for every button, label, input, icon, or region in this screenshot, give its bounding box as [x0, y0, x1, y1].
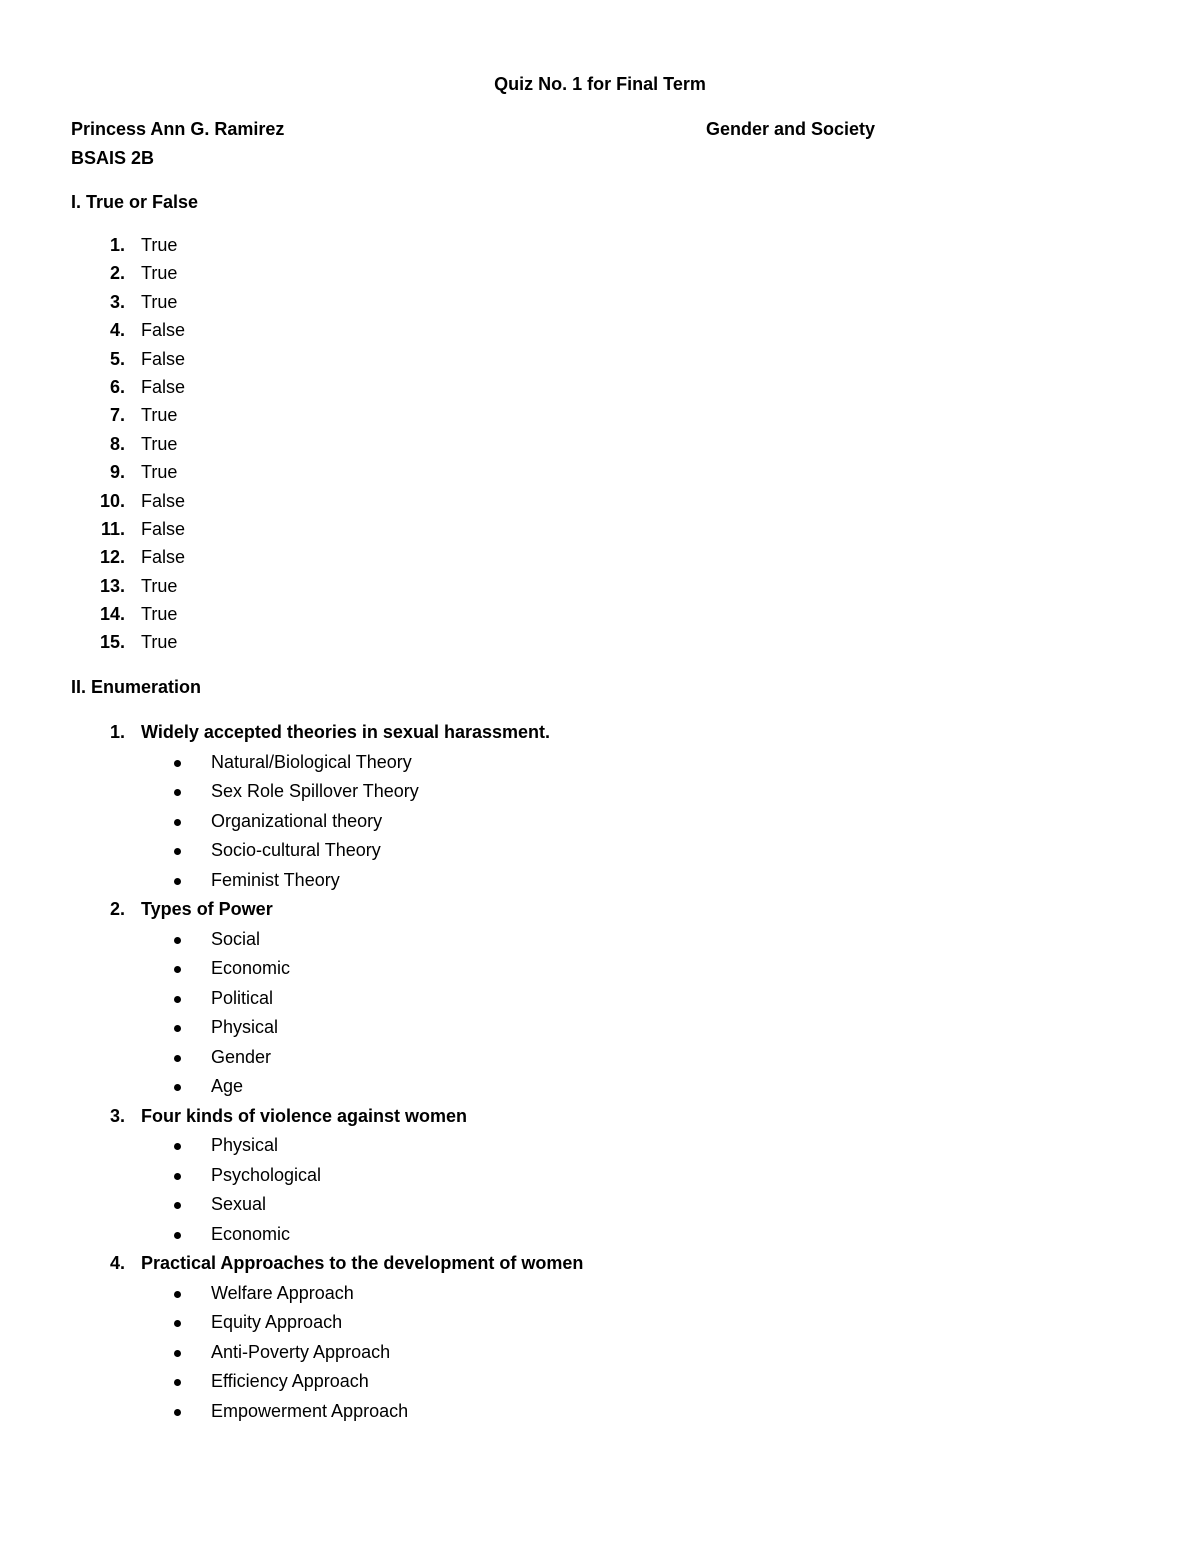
- item-answer: False: [141, 348, 186, 369]
- answer-text: Socio-cultural Theory: [211, 840, 381, 860]
- bullet-icon: [174, 848, 181, 855]
- answer-item: [0, 868, 900, 898]
- answer-text: Social: [211, 928, 261, 949]
- answer-text: Sex Role Spillover Theory: [211, 781, 419, 801]
- enumeration-question: [0, 1104, 900, 1134]
- enumeration-group: [0, 897, 900, 1104]
- item-answer: False: [141, 320, 186, 341]
- answer-item: [0, 986, 900, 1016]
- item-number: 13.: [99, 575, 125, 596]
- answer-item: [0, 779, 900, 809]
- answer-item: [0, 1045, 900, 1075]
- list-item: [0, 318, 400, 346]
- enumeration-list: [0, 720, 900, 1428]
- item-answer: True: [141, 462, 178, 483]
- answer-list: [0, 1133, 900, 1251]
- answer-item: [0, 1015, 900, 1045]
- answer-text: Empowerment Approach: [211, 1400, 409, 1421]
- bullet-icon: [174, 1143, 181, 1150]
- student-section: BSAIS 2B: [71, 148, 155, 168]
- list-item: [0, 630, 400, 658]
- answer-text: Economic: [211, 1223, 291, 1244]
- list-item: [0, 403, 400, 431]
- list-item: [0, 375, 400, 403]
- item-number: 10.: [99, 490, 125, 511]
- answer-item: [0, 809, 900, 839]
- item-number: 2.: [109, 263, 125, 284]
- bullet-icon: [174, 1202, 181, 1209]
- question-number: 3.: [109, 1105, 125, 1126]
- bullet-icon: [174, 1025, 181, 1032]
- item-number: 12.: [99, 547, 125, 568]
- item-answer: True: [141, 433, 178, 454]
- answer-list: [0, 927, 900, 1104]
- answer-text: Sexual: [211, 1194, 267, 1214]
- bullet-icon: [174, 966, 181, 973]
- question-text: Widely accepted theories in sexual harassment.: [141, 722, 550, 742]
- item-number: 14.: [99, 604, 125, 625]
- item-number: 8.: [109, 433, 125, 454]
- answer-text: Welfare Approach: [211, 1282, 354, 1303]
- document-title: Quiz No. 1 for Final Term: [494, 74, 706, 94]
- answer-item: [0, 1074, 900, 1104]
- item-answer: False: [141, 490, 186, 511]
- bullet-icon: [174, 789, 181, 796]
- bullet-icon: [174, 1350, 181, 1357]
- list-item: [0, 347, 400, 375]
- answer-item: [0, 1310, 900, 1340]
- item-number: 7.: [109, 405, 125, 426]
- bullet-icon: [174, 1379, 181, 1386]
- answer-text: Physical: [211, 1017, 279, 1037]
- true-false-list: [0, 233, 400, 659]
- bullet-icon: [174, 1232, 181, 1239]
- list-item: [0, 290, 400, 318]
- part2-heading: II. Enumeration: [71, 677, 202, 697]
- answer-text: Efficiency Approach: [211, 1371, 369, 1391]
- list-item: [0, 602, 400, 630]
- item-answer: False: [141, 547, 186, 568]
- answer-item: [0, 1192, 900, 1222]
- item-number: 5.: [109, 348, 125, 369]
- question-number: 4.: [109, 1253, 125, 1273]
- bullet-icon: [174, 1291, 181, 1298]
- list-item: [0, 489, 400, 517]
- answer-item: [0, 1340, 900, 1370]
- item-answer: True: [141, 263, 178, 284]
- answer-text: Political: [211, 987, 274, 1008]
- question-text: Four kinds of violence against women: [141, 1105, 468, 1126]
- item-answer: True: [141, 291, 178, 312]
- list-item: [0, 261, 400, 289]
- bullet-icon: [174, 819, 181, 826]
- item-answer: True: [141, 604, 178, 625]
- enumeration-group: [0, 1251, 900, 1428]
- question-number: 2.: [109, 899, 125, 919]
- answer-item: [0, 956, 900, 986]
- item-number: 6.: [109, 376, 125, 397]
- question-text: Practical Approaches to the development of women: [141, 1253, 584, 1273]
- item-number: 11.: [100, 518, 125, 539]
- bullet-icon: [174, 1173, 181, 1180]
- item-answer: True: [141, 632, 178, 653]
- bullet-icon: [174, 996, 181, 1003]
- enumeration-group: [0, 1104, 900, 1252]
- list-item: [0, 460, 400, 488]
- answer-item: [0, 838, 900, 868]
- student-name: Princess Ann G. Ramirez: [71, 119, 285, 139]
- answer-text: Natural/Biological Theory: [211, 751, 412, 772]
- answer-list: [0, 750, 900, 898]
- answer-text: Anti-Poverty Approach: [211, 1341, 391, 1362]
- answer-item: [0, 1369, 900, 1399]
- answer-item: [0, 1133, 900, 1163]
- bullet-icon: [174, 1055, 181, 1062]
- item-number: 15.: [99, 632, 125, 653]
- answer-text: Equity Approach: [211, 1312, 343, 1332]
- list-item: [0, 574, 400, 602]
- item-answer: True: [141, 235, 178, 255]
- item-number: 3.: [109, 291, 125, 312]
- answer-text: Psychological: [211, 1164, 322, 1185]
- bullet-icon: [174, 937, 181, 944]
- item-number: 4.: [109, 320, 125, 341]
- enumeration-group: [0, 720, 900, 897]
- answer-text: Gender: [211, 1046, 272, 1067]
- answer-item: [0, 1281, 900, 1311]
- item-number: 9.: [109, 462, 125, 483]
- answer-list: [0, 1281, 900, 1429]
- item-answer: False: [141, 376, 186, 397]
- question-number: 1.: [109, 722, 125, 742]
- enumeration-question: [0, 897, 900, 927]
- bullet-icon: [174, 1409, 181, 1416]
- subject-name: Gender and Society: [706, 119, 876, 139]
- answer-item: [0, 1222, 900, 1252]
- answer-item: [0, 1399, 900, 1429]
- bullet-icon: [174, 760, 181, 767]
- list-item: [0, 545, 400, 573]
- answer-text: Age: [211, 1076, 244, 1096]
- enumeration-question: [0, 720, 900, 750]
- list-item: [0, 432, 400, 460]
- header-row: [71, 117, 931, 141]
- answer-item: [0, 1163, 900, 1193]
- answer-text: Feminist Theory: [211, 869, 340, 890]
- bullet-icon: [174, 878, 181, 885]
- item-answer: True: [141, 575, 178, 596]
- answer-text: Physical: [211, 1135, 279, 1155]
- enumeration-question: [0, 1251, 900, 1281]
- answer-item: [0, 750, 900, 780]
- list-item: [0, 517, 400, 545]
- bullet-icon: [174, 1084, 181, 1091]
- question-text: Types of Power: [141, 899, 273, 919]
- item-number: 1.: [109, 235, 125, 255]
- answer-item: [0, 927, 900, 957]
- answer-text: Organizational theory: [211, 810, 383, 831]
- part1-heading: I. True or False: [71, 192, 199, 212]
- item-answer: True: [141, 405, 178, 426]
- item-answer: False: [141, 518, 186, 539]
- bullet-icon: [174, 1320, 181, 1327]
- answer-text: Economic: [211, 958, 291, 978]
- list-item: [0, 233, 400, 261]
